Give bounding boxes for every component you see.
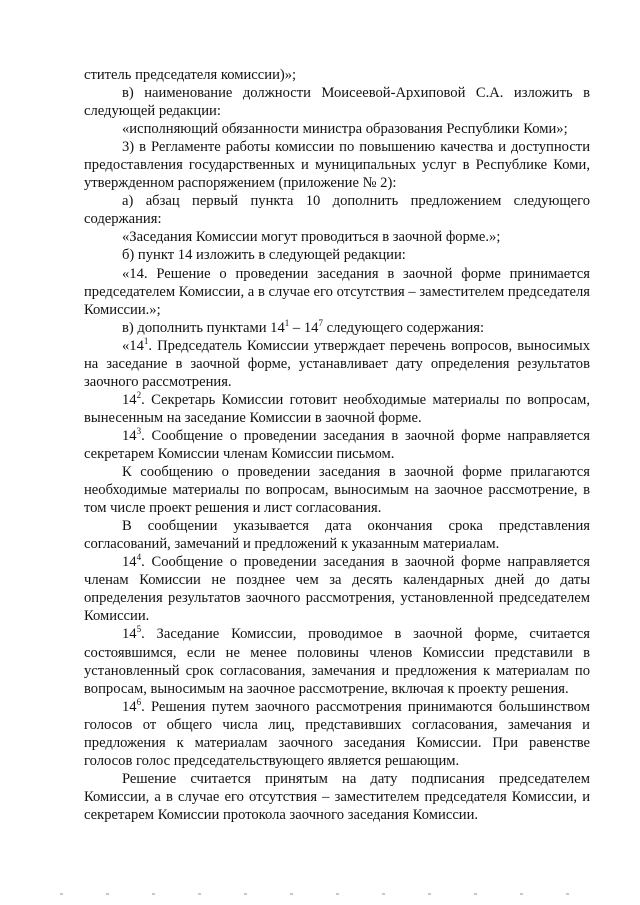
paragraph-text: 14	[122, 698, 137, 715]
paragraph-p04	[84, 138, 590, 192]
scan-edge-mark	[60, 893, 63, 895]
paragraph-text: 14	[122, 427, 137, 444]
paragraph-p05	[84, 192, 590, 228]
scan-edge-mark	[520, 893, 523, 895]
scan-edge-mark	[152, 893, 155, 895]
paragraph-p03	[84, 120, 590, 138]
paragraph-text: в) наименование должности Моисеевой-Архиповой С.А. изложить в следующей редакции:	[84, 85, 590, 120]
paragraph-text: . Решения путем заочного рассмотрения принимаются большинством голосов от общего числа лиц, представивших согласования, замечания и предложения к материалам заочного заседания Комиссии. При равенстве голосов голос председательствующего является решающим.	[84, 698, 590, 769]
paragraph-p08	[84, 265, 590, 319]
paragraph-text: . Председатель Комиссии утверждает перечень вопросов, выносимых на заседание в заочной форме, устанавливает дату определения результатов заочного рассмотрения.	[84, 337, 590, 390]
paragraph-text: «14. Решение о проведении заседания в заочной форме принимается председателем Комиссии, а в случае его отсутствия – заместителем председателя Комиссии.»;	[84, 265, 590, 318]
paragraph-p14	[84, 517, 590, 553]
scan-edge-mark	[336, 893, 339, 895]
paragraph-text: . Секретарь Комиссии готовит необходимые материалы по вопросам, вынесенным на заседание Комиссии в заочной форме.	[84, 391, 590, 426]
scan-edge-mark	[382, 893, 385, 895]
paragraph-p17	[84, 698, 590, 770]
paragraph-p09	[84, 319, 590, 337]
paragraph-text: «14	[122, 337, 144, 354]
superscript-index: 4	[136, 552, 142, 563]
paragraph-text: «Заседания Комиссии могут проводиться в заочной форме.»;	[122, 229, 501, 246]
paragraph-p01	[84, 66, 590, 84]
superscript-index: 1	[143, 335, 149, 346]
paragraph-text: . Сообщение о проведении заседания в заочной форме направляется секретарем Комиссии членам Комиссии письмом.	[84, 427, 590, 462]
paragraph-p10	[84, 337, 590, 391]
paragraph-text: «исполняющий обязанности министра образования Республики Коми»;	[122, 121, 568, 138]
paragraph-p12	[84, 427, 590, 463]
paragraph-text: 14	[122, 391, 137, 408]
paragraph-p07	[84, 246, 590, 264]
scan-edge-mark	[428, 893, 431, 895]
paragraph-p15	[84, 553, 590, 625]
paragraph-p02	[84, 84, 590, 120]
paragraph-text: . Сообщение о проведении заседания в заочной форме направляется членам Комиссии не позднее чем за десять календарных дней до даты определения результатов заочного рассмотрения, установленной председателем Комиссии.	[84, 554, 590, 625]
paragraph-text: 3) в Регламенте работы комиссии по повышению качества и доступности предоставления государственных и муниципальных услуг в Республике Коми, утвержденном распоряжением (приложение № 2):	[84, 139, 590, 192]
paragraph-p13	[84, 463, 590, 517]
paragraph-text: – 14	[289, 319, 319, 336]
paragraph-text: следующего содержания:	[322, 319, 485, 336]
paragraph-text: ститель председателя комиссии)»;	[84, 67, 297, 83]
paragraph-text: а) абзац первый пункта 10 дополнить предложением следующего содержания:	[84, 193, 590, 228]
superscript-index: 5	[136, 624, 142, 635]
paragraph-text: в) дополнить пунктами 14	[122, 319, 285, 336]
superscript-index: 1	[284, 317, 290, 328]
superscript-index: 7	[318, 317, 323, 328]
paragraph-text: Решение считается принятым на дату подписания председателем Комиссии, а в случае его отсутствия – заместителем председателя Комиссии, и секретарем Комиссии протокола заочного заседания Комиссии.	[84, 770, 590, 823]
scan-edge-mark	[198, 893, 201, 895]
superscript-index: 3	[136, 426, 142, 437]
scan-edge-mark	[106, 893, 109, 895]
superscript-index: 6	[136, 696, 142, 707]
paragraph-text: К сообщению о проведении заседания в заочной форме прилагаются необходимые материалы по вопросам, выносимым на заочное рассмотрение, в том числе проект решения и лист согласования.	[84, 464, 590, 517]
paragraph-text: В сообщении указывается дата окончания срока представления согласований, замечаний и предложений к указанным материалам.	[84, 518, 590, 553]
paragraph-text: 14	[122, 626, 137, 643]
document-body	[84, 66, 590, 824]
paragraph-p18	[84, 770, 590, 824]
superscript-index: 2	[136, 389, 142, 400]
paragraph-text: б) пункт 14 изложить в следующей редакции:	[122, 247, 406, 264]
paragraph-p16	[84, 625, 590, 697]
paragraph-text: 14	[122, 554, 137, 571]
scan-edge-mark	[566, 893, 569, 895]
paragraph-p06	[84, 228, 590, 246]
scan-edge-mark	[474, 893, 477, 895]
scan-edge-mark	[290, 893, 293, 895]
paragraph-text: . Заседание Комиссии, проводимое в заочной форме, считается состоявшимся, если не менее половины членов Комиссии представили в установленный срок согласования, замечания и предложения к материалам по вопросам, выносимым на заочное рассмотрение, включая к проекту решения.	[84, 626, 590, 697]
paragraph-p11	[84, 391, 590, 427]
scan-edge-mark	[244, 893, 247, 895]
